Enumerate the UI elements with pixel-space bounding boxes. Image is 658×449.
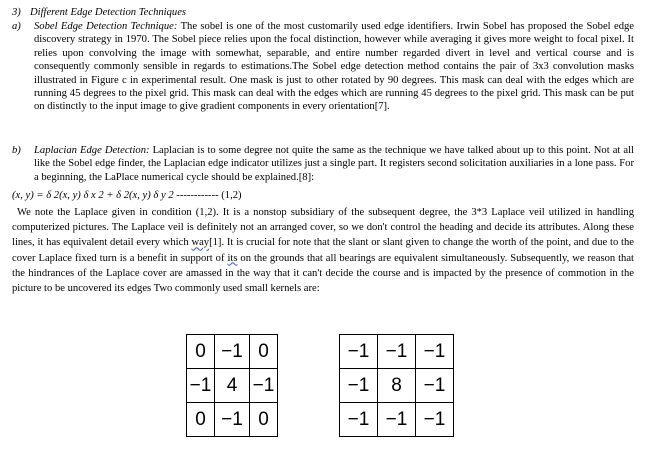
kernel-cell: −1 xyxy=(416,403,454,437)
equation-expression: (x, y) = δ 2(x, y) δ x 2 + δ 2(x, y) δ y 2 xyxy=(12,190,174,201)
kernel-row xyxy=(340,403,454,437)
equation xyxy=(12,189,242,202)
kernel-table-2 xyxy=(339,334,454,437)
kernel-cell: −1 xyxy=(416,335,454,369)
kernel-cell: 0 xyxy=(187,335,215,369)
list-marker: a) xyxy=(12,21,21,32)
item-label: Sobel Edge Detection Technique: xyxy=(34,21,178,32)
kernel-row xyxy=(187,369,278,403)
section-heading xyxy=(12,6,186,19)
paragraph-text: [1]. It is crucial for note that the slant or slant given to change the worth of the point, and due to the cover Laplace fixed turn is a benefit in support of xyxy=(12,237,634,264)
kernel-cell: −1 xyxy=(416,369,454,403)
kernel-cell: −1 xyxy=(340,335,378,369)
equation-leader: ------------ xyxy=(173,190,222,201)
list-item-laplacian xyxy=(12,144,634,184)
list-marker: b) xyxy=(12,145,21,156)
kernel-cell: 8 xyxy=(378,369,416,403)
kernel-row xyxy=(340,335,454,369)
kernel-cell: −1 xyxy=(215,403,250,437)
kernel-table-1 xyxy=(186,334,278,437)
kernel-cell: −1 xyxy=(340,403,378,437)
paragraph-text: We note the Laplace given in condition (1,2). It is a nonstop subsidiary of the subsequent degree, the 3*3 Laplace veil utilized in handling computerized pictures. The Laplace veil is definitely not an arranged cover, so we don't control the heading and decide its attributes. Along these lines, it has equivalent detail every which xyxy=(12,207,634,249)
kernel-cell: 4 xyxy=(215,369,250,403)
paragraph-text: on the grounds that all bearings are equivalent simultaneously. Subsequently, we reason that the hindrances of the Laplace cover are amassed in the way that it can't decide the course and is impacted by the presence of commotion in the picture to be uncovered its edges Two commonly used small kernels are: xyxy=(12,252,635,295)
kernel-cell: −1 xyxy=(378,335,416,369)
list-item-body xyxy=(34,144,634,184)
kernel-cell: −1 xyxy=(187,369,215,403)
spellcheck-word: way xyxy=(191,237,210,249)
kernel-row xyxy=(187,403,278,437)
kernel-row xyxy=(340,369,454,403)
body-paragraph xyxy=(12,205,634,296)
kernel-cell: 0 xyxy=(187,403,215,437)
section-number: 3) xyxy=(12,7,21,18)
kernel-cell: −1 xyxy=(215,335,250,369)
kernel-cell: 0 xyxy=(250,403,278,437)
kernel-row xyxy=(187,335,278,369)
kernel-cell: 0 xyxy=(250,335,278,369)
equation-number: (1,2) xyxy=(221,190,242,201)
kernel-cell: −1 xyxy=(340,369,378,403)
kernel-cell: −1 xyxy=(250,369,278,403)
spellcheck-word: its xyxy=(227,252,238,264)
item-text: Laplacian is to some degree not quite the same as the technique we have talked about up to this point. Not at all like the Sobel edge finder, the Laplacian edge indicator utilizes just a single part. It registers second solicitation auxiliaries in a lone pass. For a beginning, the LaPlace numerical cycle should be explained.[8]: xyxy=(34,145,634,183)
item-text: The sobel is one of the most customarily used edge identifiers. Irwin Sobel has proposed the Sobel edge discovery strategy in 1970. The Sobel piece relies upon the focal distinction, however while averaging it gives more weight to focal pixel. It relies upon convolving the image with somewhat, separable, and entire number regarded divert in level and vertical course and is consequently commonly sensible in regards to estimations.The Sobel edge detection method contains the pair of 3x3 convolution masks illustrated in Figure c in experimental result. One mask is just to other rotated by 90 degrees. This mask can deal with the edges which are running 45 degrees to the pixel grid. This mask can deal with the edges which are running 45 degrees to the pixel grid. This mask can be put on distinctly to the input image to give gradient components in every orientation[7]. xyxy=(34,21,634,113)
item-label: Laplacian Edge Detection: xyxy=(34,145,150,156)
list-item-sobel xyxy=(12,20,634,114)
list-item-body xyxy=(34,20,634,114)
section-title: Different Edge Detection Techniques xyxy=(30,7,187,18)
kernel-cell: −1 xyxy=(378,403,416,437)
